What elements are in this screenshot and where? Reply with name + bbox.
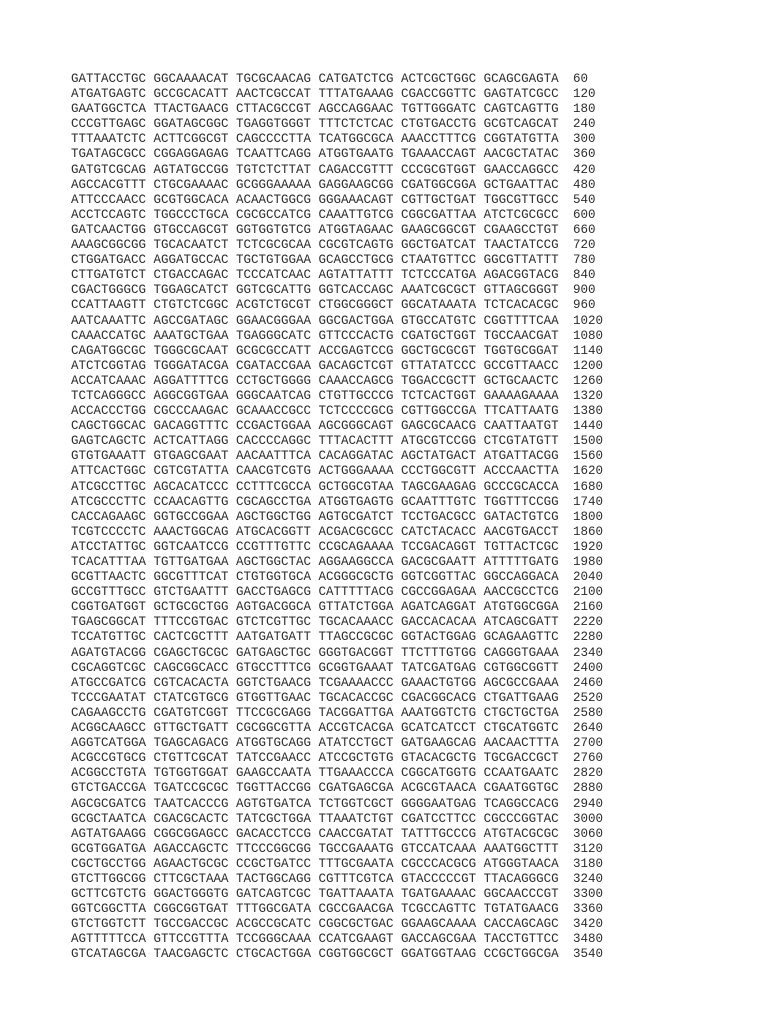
sequence-text: ATTCACTGGC CGTCGTATTA CAACGTCGTG ACTGGGAAAA CCCTGGCGTT ACCCAACTTA	[71, 464, 559, 479]
sequence-line	[71, 691, 633, 706]
sequence-line	[71, 781, 633, 796]
position-number: 780	[573, 253, 596, 268]
position-number: 3480	[573, 932, 604, 947]
position-number: 2280	[573, 630, 604, 645]
position-number: 840	[573, 268, 596, 283]
position-number: 180	[573, 102, 596, 117]
sequence-line	[71, 797, 633, 812]
sequence-line	[71, 163, 633, 178]
position-number: 660	[573, 222, 596, 237]
sequence-line	[71, 449, 633, 464]
sequence-line	[71, 495, 633, 510]
sequence-line	[71, 223, 633, 238]
sequence-line	[71, 600, 633, 615]
sequence-text: AAAGCGGCGG TGCACAATCT TCTCGCGCAA CGCGTCAGTG GGCTGATCAT TAACTATCCG	[71, 238, 559, 253]
sequence-line	[71, 676, 633, 691]
position-number: 1140	[573, 343, 604, 358]
sequence-text: GCTTCGTCTG GGACTGGGTG GATCAGTCGC TGATTAAATA TGATGAAAAC GGCAACCCGT	[71, 887, 559, 902]
position-number: 1860	[573, 524, 604, 539]
position-number: 420	[573, 162, 596, 177]
sequence-line	[71, 887, 633, 902]
sequence-line	[71, 857, 633, 872]
sequence-text: TGAGCGGCAT TTTCCGTGAC GTCTCGTTGC TGCACAAACC GACCACACAA ATCAGCGATT	[71, 615, 559, 630]
sequence-text: CACCAGAAGC GGTGCCGGAA AGCTGGCTGG AGTGCGATCT TCCTGACGCC GATACTGTCG	[71, 509, 559, 524]
sequence-line	[71, 615, 633, 630]
position-number: 60	[573, 72, 589, 86]
sequence-line	[71, 947, 633, 962]
sequence-line	[71, 132, 633, 147]
sequence-line	[71, 359, 633, 374]
sequence-line	[71, 102, 633, 117]
position-number: 1680	[573, 479, 604, 494]
sequence-line	[71, 540, 633, 555]
sequence-line	[71, 374, 633, 389]
position-number: 2340	[573, 645, 604, 660]
sequence-line	[71, 751, 633, 766]
sequence-line	[71, 480, 633, 495]
sequence-text: ATGATGAGTC GCCGCACATT AACTCGCCAT TTTATGAAAG CGACCGGTTC GAGTATCGCC	[71, 87, 559, 102]
sequence-text: GCGTTAACTC GGCGTTTCAT CTGTGGTGCA ACGGGCGCTG GGTCGGTTAC GGCCAGGACA	[71, 570, 559, 585]
sequence-text: AGTTTTTCCA GTTCCGTTTA TCCGGGCAAA CCATCGAAGT GACCAGCGAA TACCTGTTCC	[71, 932, 559, 947]
sequence-line	[71, 917, 633, 932]
sequence-text: ATCCTATTGC GGTCAATCCG CCGTTTGTTC CCGCAGAAAA TCCGACAGGT TGTTACTCGC	[71, 539, 559, 554]
position-number: 2400	[573, 660, 604, 675]
sequence-line	[71, 268, 633, 283]
position-number: 3120	[573, 841, 604, 856]
sequence-line	[71, 525, 633, 540]
sequence-line	[71, 314, 633, 329]
position-number: 1560	[573, 449, 604, 464]
sequence-text: AGCCACGTTT CTGCGAAAAC GCGGGAAAAA GAGGAAGCGG CGATGGCGGA GCTGAATTAC	[71, 177, 559, 192]
sequence-line	[71, 736, 633, 751]
sequence-text: ATTCCCAACC GCGTGGCACA ACAACTGGCG GGGAAACAGT CGTTGCTGAT TGGCGTTGCC	[71, 192, 559, 207]
sequence-line	[71, 238, 633, 253]
position-number: 1620	[573, 464, 604, 479]
sequence-text: ATCGCCTTGC AGCACATCCC CCTTTCGCCA GCTGGCGTAA TAGCGAAGAG GCCCGCACCA	[71, 479, 559, 494]
position-number: 1920	[573, 539, 604, 554]
position-number: 2580	[573, 705, 604, 720]
sequence-line	[71, 555, 633, 570]
sequence-text: CAAACCATGC AAATGCTGAA TGAGGGCATC GTTCCCACTG CGATGCTGGT TGCCAACGAT	[71, 328, 559, 343]
sequence-line	[71, 646, 633, 661]
sequence-line	[71, 87, 633, 102]
sequence-text: AGGTCATGGA TGAGCAGACG ATGGTGCAGG ATATCCTGCT GATGAAGCAG AACAACTTTA	[71, 736, 559, 751]
sequence-text: CTTGATGTCT CTGACCAGAC TCCCATCAAC AGTATTATTT TCTCCCATGA AGACGGTACG	[71, 268, 559, 283]
sequence-text: GAATGGCTCA TTACTGAACG CTTACGCCGT AGCCAGGAAC TGTTGGGATC CAGTCAGTTG	[71, 102, 559, 117]
position-number: 2220	[573, 615, 604, 630]
position-number: 1800	[573, 509, 604, 524]
position-number: 2160	[573, 600, 604, 615]
position-number: 2520	[573, 690, 604, 705]
position-number: 900	[573, 283, 596, 298]
sequence-text: ACCTCCAGTC TGGCCCTGCA CGCGCCATCG CAAATTGTCG CGGCGATTAA ATCTCGCGCC	[71, 207, 559, 222]
position-number: 2700	[573, 736, 604, 751]
position-number: 300	[573, 132, 596, 147]
sequence-text: TCCATGTTGC CACTCGCTTT AATGATGATT TTAGCCGCGC GGTACTGGAG GCAGAAGTTC	[71, 630, 559, 645]
position-number: 3060	[573, 826, 604, 841]
sequence-line	[71, 661, 633, 676]
sequence-line	[71, 510, 633, 525]
sequence-line	[71, 932, 633, 947]
position-number: 3240	[573, 871, 604, 886]
position-number: 960	[573, 298, 596, 313]
sequence-text: GAGTCAGCTC ACTCATTAGG CACCCCAGGC TTTACACTTT ATGCGTCCGG CTCGTATGTT	[71, 434, 559, 449]
sequence-text: TCTCAGGGCC AGGCGGTGAA GGGCAATCAG CTGTTGCCCG TCTCACTGGT GAAAAGAAAA	[71, 388, 559, 403]
position-number: 2040	[573, 570, 604, 585]
position-number: 1500	[573, 434, 604, 449]
sequence-line	[71, 253, 633, 268]
sequence-line	[71, 827, 633, 842]
sequence-text: GGTCGGCTTA CGGCGGTGAT TTTGGCGATA CGCCGAACGA TCGCCAGTTC TGTATGAACG	[71, 902, 559, 917]
sequence-line	[71, 766, 633, 781]
sequence-text: ATCGCCCTTC CCAACAGTTG CGCAGCCTGA ATGGTGAGTG GCAATTTGTC TGGTTTCCGG	[71, 494, 559, 509]
sequence-text: CGCAGGTCGC CAGCGGCACC GTGCCTTTCG GCGGTGAAAT TATCGATGAG CGTGGCGGTT	[71, 660, 559, 675]
position-number: 3420	[573, 917, 604, 932]
sequence-text: GATCAACTGG GTGCCAGCGT GGTGGTGTCG ATGGTAGAAC GAAGCGGCGT CGAAGCCTGT	[71, 222, 559, 237]
sequence-line	[71, 706, 633, 721]
sequence-line	[71, 72, 633, 87]
position-number: 1080	[573, 328, 604, 343]
sequence-text: GTCTGACCGA TGATCCGCGC TGGTTACCGG CGATGAGCGA ACGCGTAACA CGAATGGTGC	[71, 781, 559, 796]
position-number: 2880	[573, 781, 604, 796]
sequence-text: CGCTGCCTGG AGAACTGCGC CCGCTGATCC TTTGCGAATA CGCCCACGCG ATGGGTAACA	[71, 856, 559, 871]
sequence-text: CGACTGGGCG TGGAGCATCT GGTCGCATTG GGTCACCAGC AAATCGCGCT GTTAGCGGGT	[71, 283, 559, 298]
position-number: 2100	[573, 585, 604, 600]
position-number: 1980	[573, 555, 604, 569]
sequence-line	[71, 344, 633, 359]
sequence-line	[71, 570, 633, 585]
sequence-text: TCGTCCCCTC AAACTGGCAG ATGCACGGTT ACGACGCGCC CATCTACACC AACGTGACCT	[71, 524, 559, 539]
sequence-text: TCCCGAATAT CTATCGTGCG GTGGTTGAAC TGCACACCGC CGACGGCACG CTGATTGAAG	[71, 690, 559, 705]
position-number: 2760	[573, 751, 604, 766]
sequence-text: ACGGCCTGTA TGTGGTGGAT GAAGCCAATA TTGAAACCCA CGGCATGGTG CCAATGAATC	[71, 766, 559, 781]
position-number: 240	[573, 117, 596, 132]
position-number: 2640	[573, 721, 604, 736]
sequence-text: GCGTGGATGA AGACCAGCTC TTCCCGGCGG TGCCGAAATG GTCCATCAAA AAATGGCTTT	[71, 841, 559, 856]
position-number: 3300	[573, 887, 604, 902]
position-number: 2460	[573, 675, 604, 690]
position-number: 720	[573, 238, 596, 253]
sequence-text: TTTAAATCTC ACTTCGGCGT CAGCCCCTTA TCATGGCGCA AAACCTTTCG CGGTATGTTA	[71, 132, 559, 147]
sequence-text: GTCTGGTCTT TGCCGACCGC ACGCCGCATC CGGCGCTGAC GGAAGCAAAA CACCAGCAGC	[71, 917, 559, 932]
sequence-text: ACGCCGTGCG CTGTTCGCAT TATCCGAACC ATCCGCTGTG GTACACGCTG TGCGACCGCT	[71, 751, 559, 766]
sequence-line	[71, 630, 633, 645]
sequence-line	[71, 464, 633, 479]
sequence-text: AGTATGAAGG CGGCGGAGCC GACACCTCCG CAACCGATAT TATTTGCCCG ATGTACGCGC	[71, 826, 559, 841]
sequence-text: AATCAAATTC AGCCGATAGC GGAACGGGAA GGCGACTGGA GTGCCATGTC CGGTTTTCAA	[71, 313, 559, 328]
sequence-text: CAGAAGCCTG CGATGTCGGT TTCCGCGAGG TACGGATTGA AAATGGTCTG CTGCTGCTGA	[71, 705, 559, 720]
position-number: 3360	[573, 902, 604, 917]
sequence-text: TGATAGCGCC CGGAGGAGAG TCAATTCAGG ATGGTGAATG TGAAACCAGT AACGCTATAC	[71, 147, 559, 162]
sequence-text: GATTACCTGC GGCAAAACAT TGCGCAACAG CATGATCTCG ACTCGCTGGC GCAGCGAGTA	[71, 72, 559, 86]
sequence-text: GCGCTAATCA CGACGCACTC TATCGCTGGA TTAAATCTGT CGATCCTTCC CGCCCGGTAC	[71, 811, 559, 826]
sequence-line	[71, 298, 633, 313]
sequence-line	[71, 208, 633, 223]
sequence-line	[71, 283, 633, 298]
position-number: 360	[573, 147, 596, 162]
sequence-text: ATCTCGGTAG TGGGATACGA CGATACCGAA GACAGCTCGT GTTATATCCC GCCGTTAACC	[71, 358, 559, 373]
sequence-text: CCATTAAGTT CTGTCTCGGC ACGTCTGCGT CTGGCGGGCT GGCATAAATA TCTCACACGC	[71, 298, 559, 313]
sequence-text: GATGTCGCAG AGTATGCCGG TGTCTCTTAT CAGACCGTTT CCCGCGTGGT GAACCAGGCC	[71, 162, 559, 177]
sequence-document	[71, 72, 633, 963]
position-number: 1380	[573, 404, 604, 419]
sequence-text: ATGCCGATCG CGTCACACTA GGTCTGAACG TCGAAAACCC GAAACTGTGG AGCGCCGAAA	[71, 675, 559, 690]
position-number: 1020	[573, 313, 604, 328]
position-number: 1260	[573, 373, 604, 388]
sequence-line	[71, 872, 633, 887]
sequence-text: GTCATAGCGA TAACGAGCTC CTGCACTGGA CGGTGGCGCT GGATGGTAAG CCGCTGGCGA	[71, 947, 559, 962]
position-number: 1200	[573, 358, 604, 373]
sequence-text: CTGGATGACC AGGATGCCAC TGCTGTGGAA GCAGCCTGCG CTAATGTTCC GGCGTTATTT	[71, 253, 559, 268]
sequence-line	[71, 419, 633, 434]
sequence-line	[71, 434, 633, 449]
position-number: 3180	[573, 856, 604, 871]
sequence-text: ACCACCCTGG CGCCCAAGAC GCAAACCGCC TCTCCCCGCG CGTTGGCCGA TTCATTAATG	[71, 404, 559, 419]
sequence-text: GCCGTTTGCC GTCTGAATTT GACCTGAGCG CATTTTTACG CGCCGGAGAA AACCGCCTCG	[71, 585, 559, 600]
sequence-line	[71, 117, 633, 132]
position-number: 1320	[573, 388, 604, 403]
sequence-text: AGATGTACGG CGAGCTGCGC GATGAGCTGC GGGTGACGGT TTCTTTGTGG CAGGGTGAAA	[71, 645, 559, 660]
sequence-text: CAGATGGCGC TGGGCGCAAT GCGCGCCATT ACCGAGTCCG GGCTGCGCGT TGGTGCGGAT	[71, 343, 559, 358]
position-number: 480	[573, 177, 596, 192]
sequence-line	[71, 329, 633, 344]
position-number: 540	[573, 192, 596, 207]
sequence-text: CAGCTGGCAC GACAGGTTTC CCGACTGGAA AGCGGGCAGT GAGCGCAACG CAATTAATGT	[71, 419, 559, 434]
sequence-line	[71, 404, 633, 419]
sequence-line	[71, 147, 633, 162]
position-number: 1740	[573, 494, 604, 509]
sequence-line	[71, 585, 633, 600]
sequence-line	[71, 812, 633, 827]
position-number: 3000	[573, 811, 604, 826]
sequence-text: GTCTTGGCGG CTTCGCTAAA TACTGGCAGG CGTTTCGTCA GTACCCCCGT TTACAGGGCG	[71, 871, 559, 886]
position-number: 1440	[573, 419, 604, 434]
sequence-text: GTGTGAAATT GTGAGCGAAT AACAATTTCA CACAGGATAC AGCTATGACT ATGATTACGG	[71, 449, 559, 464]
sequence-line	[71, 842, 633, 857]
position-number: 120	[573, 87, 596, 102]
sequence-line	[71, 178, 633, 193]
sequence-text: CCCGTTGAGC GGATAGCGGC TGAGGTGGGT TTTCTCTCAC CTGTGACCTG GCGTCAGCAT	[71, 117, 559, 132]
sequence-text: AGCGCGATCG TAATCACCCG AGTGTGATCA TCTGGTCGCT GGGGAATGAG TCAGGCCACG	[71, 796, 559, 811]
sequence-text: TCACATTTAA TGTTGATGAA AGCTGGCTAC AGGAAGGCCA GACGCGAATT ATTTTTGATG	[71, 555, 559, 569]
sequence-text: CGGTGATGGT GCTGCGCTGG AGTGACGGCA GTTATCTGGA AGATCAGGAT ATGTGGCGGA	[71, 600, 559, 615]
sequence-text: ACGGCAAGCC GTTGCTGATT CGCGGCGTTA ACCGTCACGA GCATCATCCT CTGCATGGTC	[71, 721, 559, 736]
position-number: 600	[573, 207, 596, 222]
position-number: 2940	[573, 796, 604, 811]
sequence-line	[71, 389, 633, 404]
sequence-text: ACCATCAAAC AGGATTTTCG CCTGCTGGGG CAAACCAGCG TGGACCGCTT GCTGCAACTC	[71, 373, 559, 388]
sequence-line	[71, 721, 633, 736]
position-number: 2820	[573, 766, 604, 781]
position-number: 3540	[573, 947, 604, 962]
sequence-line	[71, 193, 633, 208]
sequence-line	[71, 902, 633, 917]
